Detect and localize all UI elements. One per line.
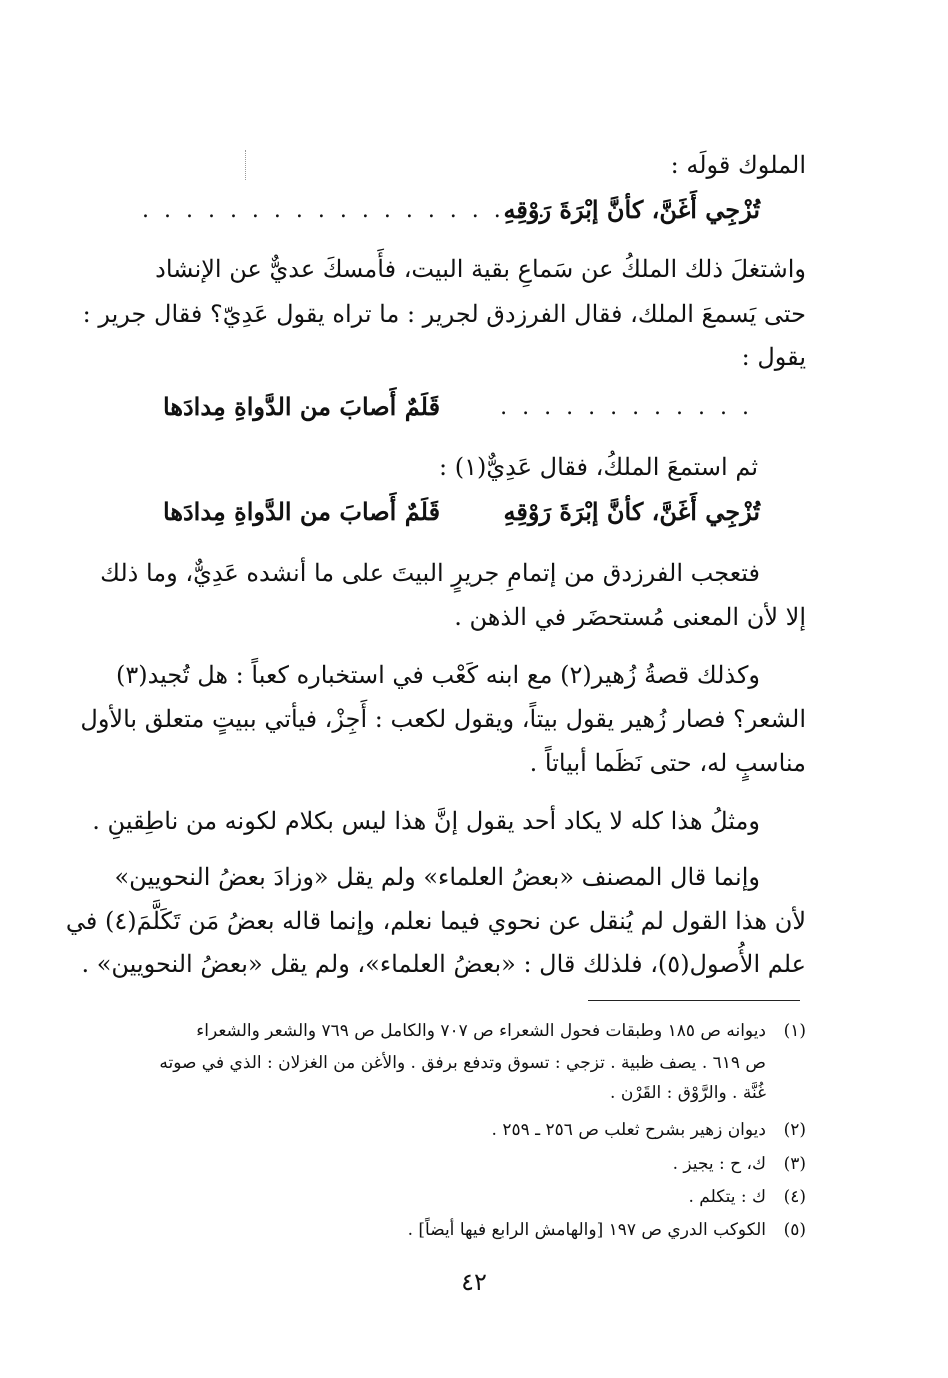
text-line-3: حتى يَسمعَ الملك، فقال الفرزدق لجرير : ما تراه يقول عَدِيّ؟ فقال جرير : — [82, 300, 806, 328]
footnote-number: (٣) — [783, 1154, 806, 1174]
verse-2-omitted-hemistich: . . . . . . . . . . . . — [500, 395, 753, 420]
text-line-8: وكذلك قصةُ زُهير(٢) مع ابنه كَعْب في استخباره كعباً : هل تُجيد(٣) — [115, 661, 760, 689]
footnote-text: الكوكب الدري ص ١٩٧ [والهامش الرابع فيها أيضاً] . — [407, 1220, 766, 1240]
verse-3-second-hemistich: قَلَمٌ أَصابَ من الدَّواةِ مِدادَها — [163, 497, 441, 526]
text-line-9: الشعر؟ فصار زُهير يقول بيتاً، ويقول لكعب : أَجِزْ، فيأتي ببيتٍ متعلق بالأول — [80, 705, 806, 733]
text-line-14: علم الأُصول(٥)، فلذلك قال : «بعضُ العلماء»، ولم يقل «بعضُ النحويين» . — [81, 950, 806, 978]
footnote-text: غُنَّة . والرَّوْق : القَرْن . — [610, 1083, 766, 1103]
page-number: ٤٢ — [461, 1268, 487, 1296]
footnote-number: (٤) — [783, 1187, 806, 1207]
text-line-11: ومثلُ هذا كله لا يكاد أحد يقول إنَّ هذا ليس بكلام لكونه من ناطِقينِ . — [92, 807, 760, 835]
text-line-12: وإنما قال المصنف «بعضُ العلماء» ولم يقل «وزادَ بعضُ النحويين» — [114, 863, 760, 891]
footnote-text: ك، ح : يجيز . — [672, 1154, 766, 1174]
footnote-5 — [100, 1217, 806, 1243]
footnote-separator — [588, 1000, 800, 1001]
text-line-5: ثم استمعَ الملكُ، فقال عَدِيٌّ(١) : — [438, 453, 758, 481]
footnote-1 — [100, 1018, 806, 1108]
verse-1-omitted-hemistich: . . . . . . . . . . . . . . . . . . . . — [142, 198, 571, 223]
footnote-text: ص ٦١٩ . يصف ظبية . تزجي : تسوق وتدفع برفق . والأغن من الغزلان : الذي في صوته — [159, 1053, 766, 1073]
footnote-2 — [100, 1117, 806, 1143]
verse-3-first-hemistich: تُزْجِي أَغَنَّ، كأنَّ إبْرَةَ رَوْقِهِ — [503, 497, 760, 526]
footnote-number: (١) — [783, 1021, 806, 1041]
text-line-10: مناسبٍ له، حتى نَظَما أبياتاً . — [529, 749, 806, 777]
footnote-number: (٥) — [783, 1220, 806, 1240]
footnote-number: (٢) — [783, 1120, 806, 1140]
text-line-4: يقول : — [741, 343, 806, 371]
margin-mark — [245, 150, 247, 180]
text-line-7: إلا لأن المعنى مُستحضَر في الذهن . — [454, 603, 806, 631]
text-line-2: واشتغلَ ذلك الملكُ عن سَماعِ بقية البيت، فأَمسكَ عديٌّ عن الإنشاد — [155, 255, 806, 283]
footnote-text: ديوانه ص ١٨٥ وطبقات فحول الشعراء ص ٧٠٧ والكامل ص ٧٦٩ والشعر والشعراء — [196, 1021, 766, 1041]
footnote-3 — [100, 1151, 806, 1177]
footnote-text: ديوان زهير بشرح ثعلب ص ٢٥٦ ـ ٢٥٩ . — [491, 1120, 766, 1140]
text-line-13: لأن هذا القول لم يُنقل عن نحوي فيما نعلم، وإنما قاله بعضُ مَن تَكَلَّمَ(٤) في — [65, 907, 806, 935]
footnote-text: ك : يتكلم . — [688, 1187, 766, 1207]
verse-1-first-hemistich: تُزْجِي أَغَنَّ، كأنَّ إبْرَةَ رَوْقِهِ — [503, 195, 760, 224]
verse-2-second-hemistich: قَلَمٌ أَصابَ من الدَّواةِ مِدادَها — [163, 392, 441, 421]
text-line-6: فتعجب الفرزدق من إتمامِ جريرٍ البيتَ على ما أنشده عَدِيٌّ، وما ذلك — [100, 559, 760, 587]
text-line-1: الملوك قولَه : — [670, 151, 806, 179]
footnote-4 — [100, 1184, 806, 1210]
